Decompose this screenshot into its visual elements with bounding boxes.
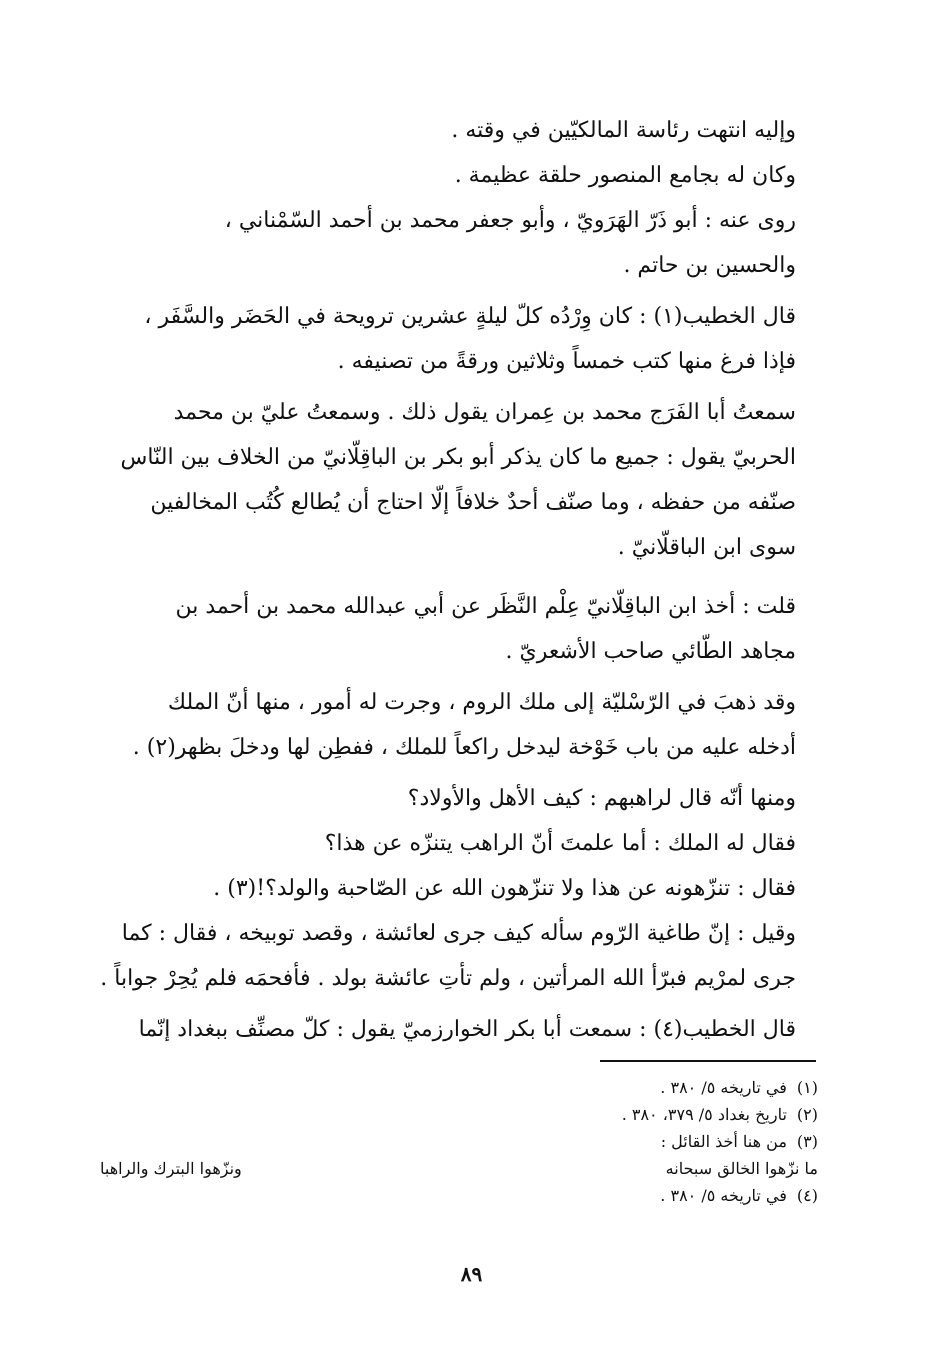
- footnote-text: من هنا أخذ القائل :: [660, 1132, 787, 1151]
- text-line: قال الخطيب(٤) : سمعت أبا بكر الخوارزميّ يقول : كلّ مصنِّف ببغداد إنّما: [138, 1017, 796, 1042]
- text-line: سمعتُ أبا الفَرَج محمد بن عِمران يقول ذلك . وسمعتُ عليّ بن محمد: [173, 400, 796, 425]
- footnote: [100, 1128, 818, 1155]
- verse-line: [100, 1155, 818, 1182]
- footnote-number: (٤): [796, 1186, 818, 1205]
- paragraph: [100, 1007, 818, 1052]
- footnote-text: تاريخ بغداد ٥/ ٣٧٩، ٣٨٠ .: [621, 1105, 787, 1124]
- text-line: ومنها أنّه قال لراهبهم : كيف الأهل والأولاد؟: [407, 786, 796, 811]
- text-line: فقال له الملك : أما علمتَ أنّ الراهب يتنزّه عن هذا؟: [324, 831, 796, 856]
- footnote: [100, 1182, 818, 1209]
- text-line: فقال : تنزّهونه عن هذا ولا تنزّهون الله عن الصّاحبة والولد؟!(٣) .: [213, 876, 796, 901]
- text-line: سوى ابن الباقلّانيّ .: [617, 535, 796, 560]
- paragraph: [100, 108, 818, 153]
- text-line: وكان له بجامع المنصور حلقة عظيمة .: [454, 163, 796, 188]
- footnote-text: في تاريخه ٥/ ٣٨٠ .: [660, 1078, 787, 1097]
- paragraph: [100, 584, 818, 674]
- page-number: ٨٩: [460, 1262, 483, 1286]
- paragraph: [100, 776, 818, 821]
- text-line: صنّفه من حفظه ، وما صنّف أحدٌ خلافاً إلّا احتاج أن يُطالع كُتُب المخالفين: [150, 490, 796, 515]
- text-line: قال الخطيب(١) : كان وِرْدُه كلّ ليلةٍ عشرين ترويحة في الحَضَر والسَّفَر ،: [144, 304, 796, 329]
- paragraph: [100, 390, 818, 570]
- text-line: روى عنه : أبو ذَرّ الهَرَويّ ، وأبو جعفر محمد بن أحمد السّمْناني ،: [224, 208, 796, 233]
- text-line: مجاهد الطّائي صاحب الأشعريّ .: [505, 639, 796, 664]
- paragraph: [100, 198, 818, 288]
- text-line: وإليه انتهت رئاسة المالكيّين في وقته .: [451, 118, 796, 143]
- footnote: [100, 1074, 818, 1101]
- verse-first-hemistich: ما نزّهوا الخالق سبحانه: [665, 1159, 818, 1178]
- text-line: الحربيّ يقول : جميع ما كان يذكر أبو بكر بن الباقِلّانيّ من الخلاف بين النّاس: [120, 445, 796, 470]
- text-line: قلت : أخذ ابن الباقِلّانيّ عِلْم النَّظَر عن أبي عبدالله محمد بن أحمد بن: [175, 594, 796, 619]
- main-text: [100, 108, 818, 1052]
- footnote-divider: [600, 1060, 816, 1062]
- footnote-number: (١): [796, 1078, 818, 1097]
- text-line: وقيل : إنّ طاغية الرّوم سأله كيف جرى لعائشة ، وقصد توبيخه ، فقال : كما: [121, 921, 796, 946]
- footnote-text: في تاريخه ٥/ ٣٨٠ .: [660, 1186, 787, 1205]
- text-line: والحسين بن حاتم .: [623, 253, 796, 278]
- text-line: فإذا فرغ منها كتب خمساً وثلاثين ورقةً من تصنيفه .: [337, 349, 796, 374]
- paragraph: [100, 821, 818, 866]
- text-line: جرى لمرْيم فبرّأ الله المرأتين ، ولم تأتِ عائشة بولد . فأفحمَه فلم يُحِرْ جواباً .: [100, 966, 796, 991]
- footnote: [100, 1101, 818, 1128]
- paragraph: [100, 153, 818, 198]
- paragraph: [100, 866, 818, 911]
- footnote-number: (٣): [796, 1132, 818, 1151]
- footnote-number: (٢): [796, 1105, 818, 1124]
- paragraph: [100, 680, 818, 770]
- footnotes: [100, 1074, 818, 1209]
- text-line: وقد ذهبَ في الرّسْليّة إلى ملك الروم ، وجرت له أمور ، منها أنّ الملك: [167, 690, 796, 715]
- paragraph: [100, 911, 818, 1001]
- paragraph: [100, 294, 818, 384]
- text-line: أدخله عليه من باب خَوْخة ليدخل راكعاً للملك ، ففطِن لها ودخلَ بظهر(٢) .: [132, 735, 796, 760]
- verse-second-hemistich: ونزّهوا البترك والراهبا: [100, 1159, 242, 1178]
